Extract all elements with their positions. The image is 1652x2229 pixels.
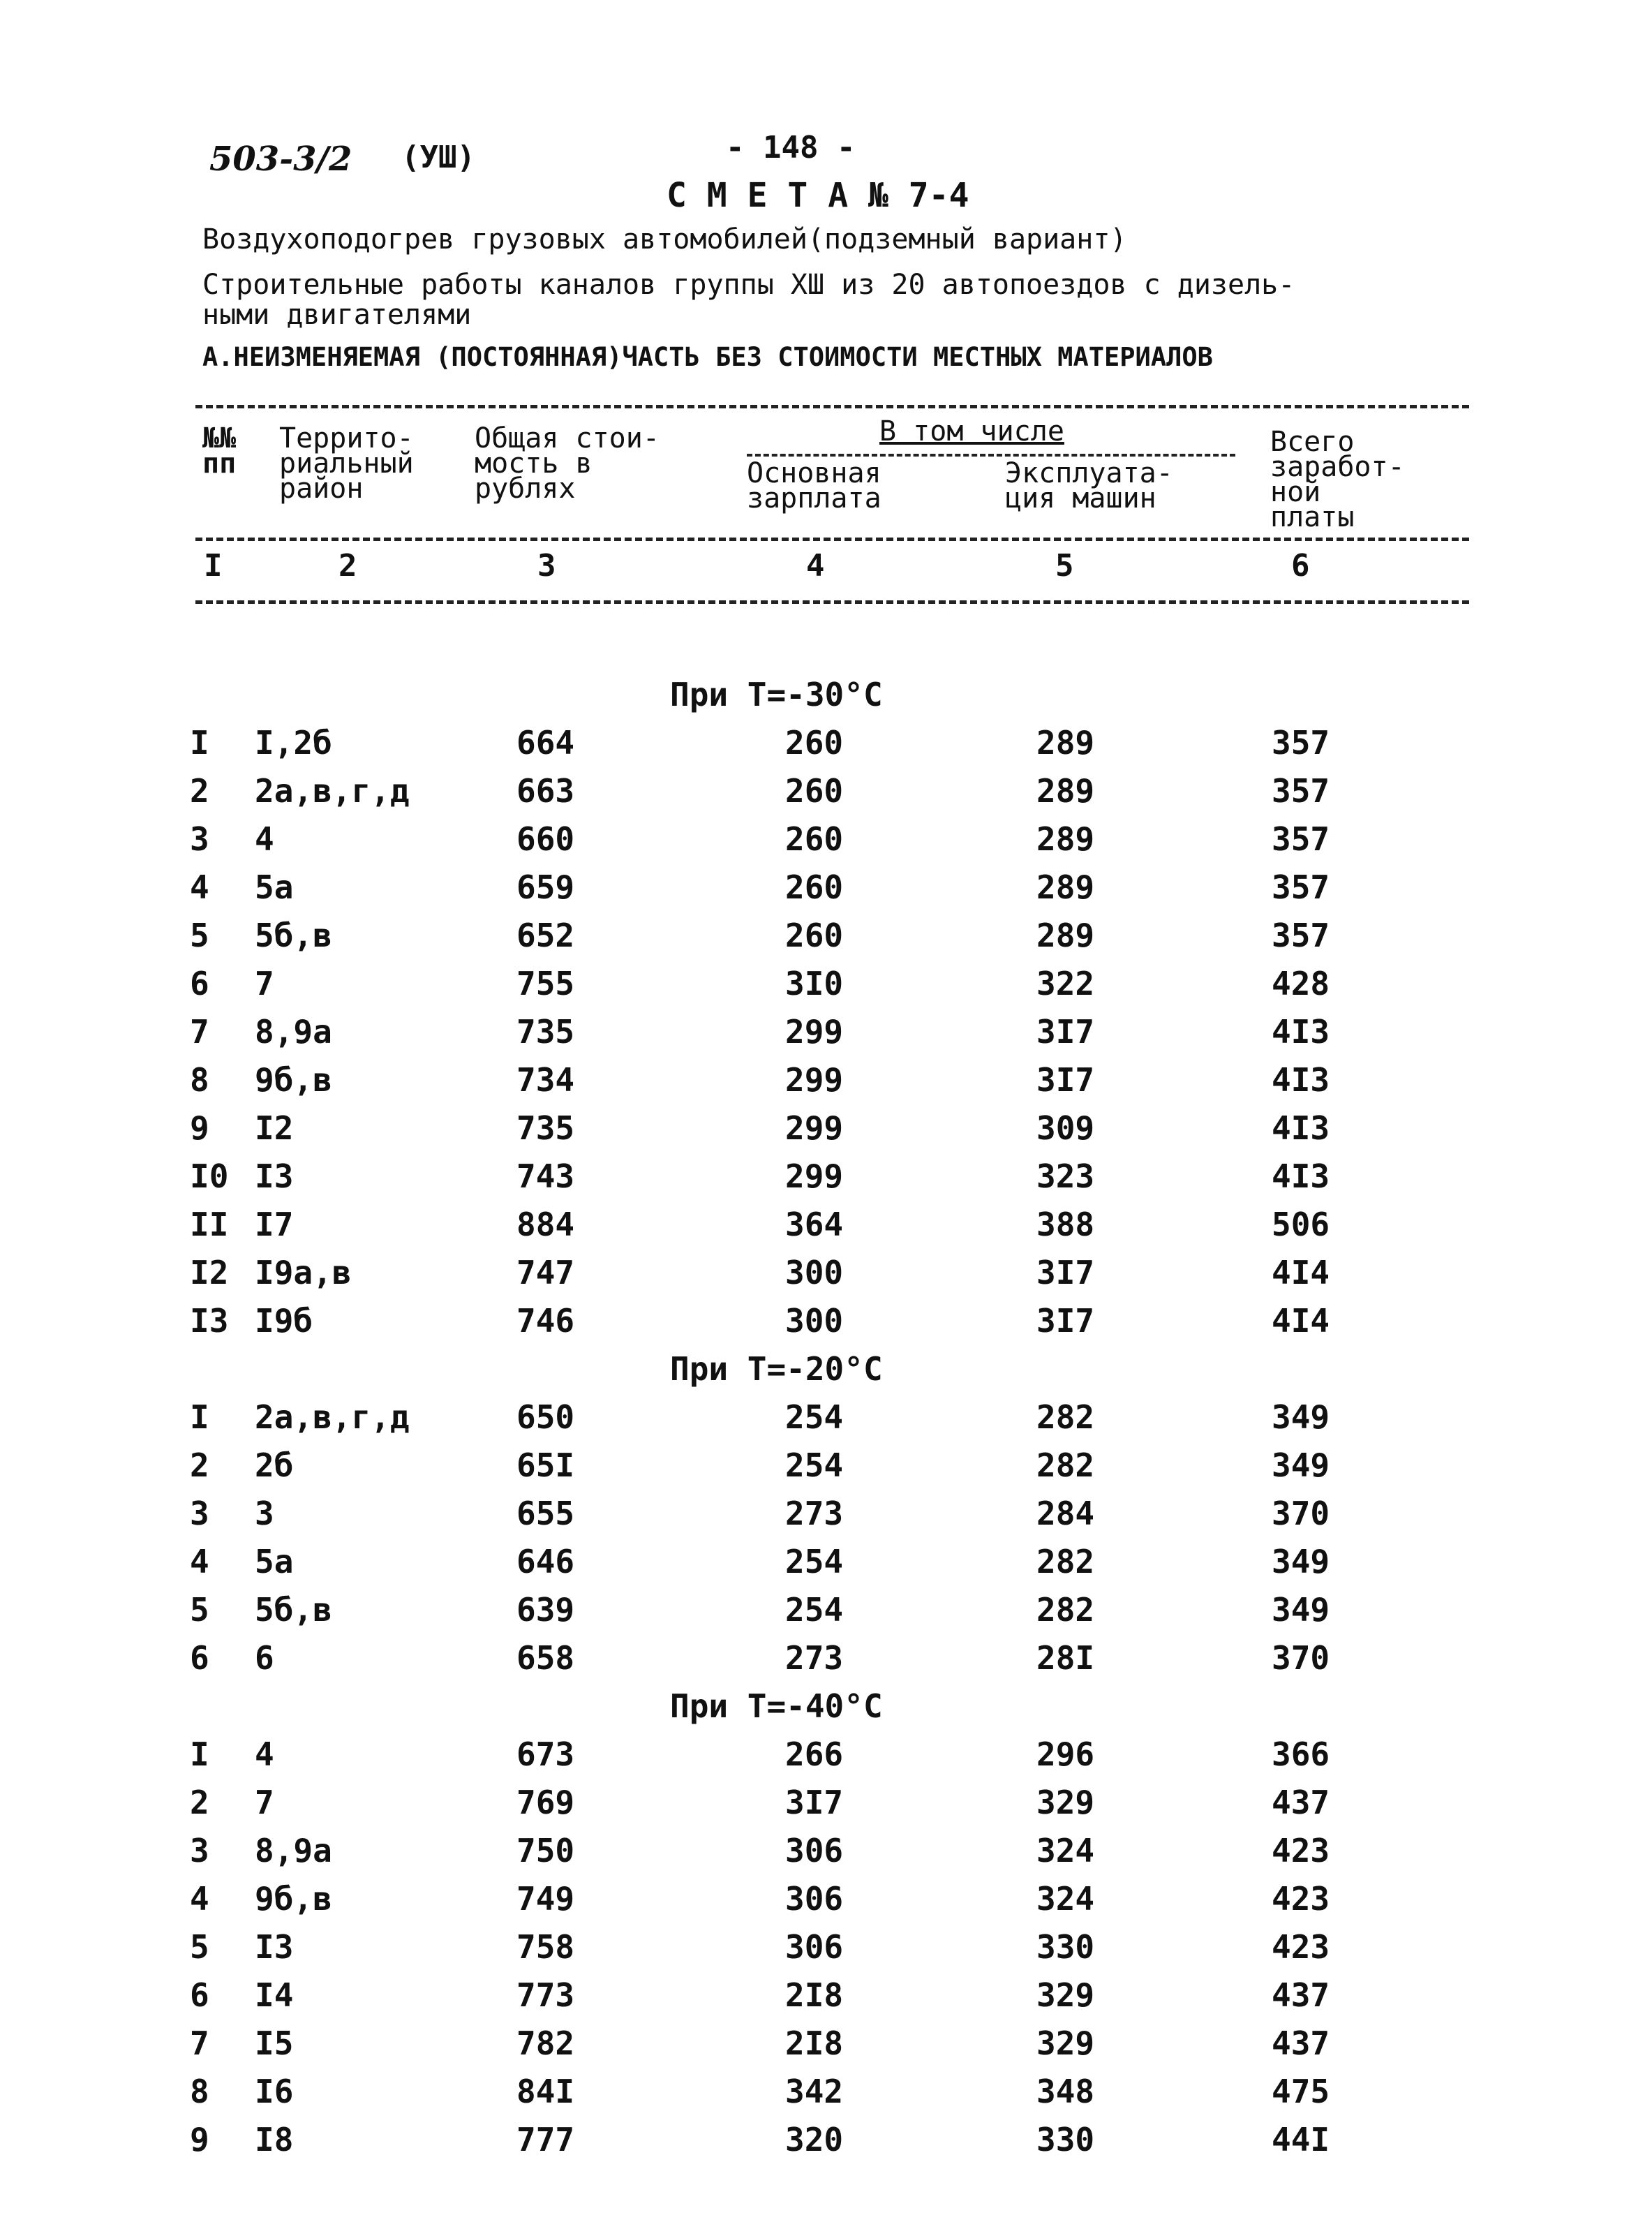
district-cell: 4 [255,820,274,858]
total-wage-cell: 423 [1272,1928,1330,1966]
machine-ops-cell: 289 [1036,772,1095,810]
row-number-cell: I3 [190,1302,229,1340]
doc-part: (УШ) [401,140,475,175]
table-row [174,2115,1473,2163]
col-base-wage-header: Основная зарплата [747,457,881,514]
base-wage-cell: 254 [785,1543,844,1580]
base-wage-cell: 306 [785,1832,844,1869]
total-cost-cell: 777 [516,2121,575,2158]
district-cell: 4 [255,1735,274,1773]
total-cost-cell: 750 [516,1832,575,1869]
table-row [174,1441,1473,1489]
machine-ops-cell: 324 [1036,1832,1095,1869]
col-total-wage-header: Всего заработ- ной платы [1270,426,1405,533]
table-row [174,911,1473,959]
row-number-cell: I [190,1735,209,1773]
row-number-cell: 4 [190,1543,209,1580]
row-number-cell: 4 [190,1880,209,1918]
machine-ops-cell: 28I [1036,1639,1095,1677]
table-row [174,1248,1473,1296]
total-wage-cell: 4I3 [1272,1013,1330,1051]
total-wage-cell: 357 [1272,820,1330,858]
total-cost-cell: 749 [516,1880,575,1918]
total-cost-cell: 758 [516,1928,575,1966]
machine-ops-cell: 282 [1036,1543,1095,1580]
base-wage-cell: 273 [785,1495,844,1532]
section-temperature: При Т=-30°С [670,676,883,713]
row-number-cell: I [190,724,209,762]
table-row [174,1778,1473,1826]
row-number-cell: 5 [190,1928,209,1966]
section-label [174,670,1473,718]
total-wage-cell: 4I3 [1272,1109,1330,1147]
col-num-5: 5 [1055,548,1074,584]
machine-ops-cell: 289 [1036,820,1095,858]
district-cell: I3 [255,1157,294,1195]
table-row [174,1489,1473,1537]
base-wage-cell: 2I8 [785,2024,844,2062]
base-wage-cell: 260 [785,917,844,954]
base-wage-cell: 260 [785,820,844,858]
machine-ops-cell: 289 [1036,868,1095,906]
machine-ops-cell: 282 [1036,1446,1095,1484]
machine-ops-cell: 330 [1036,2121,1095,2158]
district-cell: 8,9а [255,1832,332,1869]
district-cell: I7 [255,1206,294,1243]
machine-ops-cell: 323 [1036,1157,1095,1195]
row-number-cell: 3 [190,820,209,858]
total-cost-cell: 663 [516,772,575,810]
machine-ops-cell: 282 [1036,1398,1095,1436]
section-temperature: При Т=-20°С [670,1350,883,1388]
district-cell: 5а [255,868,294,906]
machine-ops-cell: 284 [1036,1495,1095,1532]
table-row [174,815,1473,863]
machine-ops-cell: 3I7 [1036,1013,1095,1051]
table-row [174,1634,1473,1682]
table-row [174,1007,1473,1056]
total-wage-cell: 357 [1272,772,1330,810]
district-cell: I9а,в [255,1254,352,1291]
table-row [174,1826,1473,1874]
total-wage-cell: 349 [1272,1398,1330,1436]
machine-ops-cell: 3I7 [1036,1254,1095,1291]
base-wage-cell: 2I8 [785,1976,844,2014]
base-wage-cell: 254 [785,1591,844,1629]
total-cost-cell: 735 [516,1013,575,1051]
base-wage-cell: 342 [785,2073,844,2110]
total-cost-cell: 639 [516,1591,575,1629]
district-cell: 9б,в [255,1880,332,1918]
total-wage-cell: 437 [1272,1784,1330,1821]
row-number-cell: 9 [190,2121,209,2158]
table-row [174,1730,1473,1778]
total-wage-cell: 4I4 [1272,1302,1330,1340]
machine-ops-cell: 322 [1036,965,1095,1002]
base-wage-cell: 260 [785,868,844,906]
base-wage-cell: 254 [785,1398,844,1436]
row-number-cell: 5 [190,917,209,954]
doc-code: 503-3/2 [209,140,352,179]
table-row [174,2067,1473,2115]
col-num-6: 6 [1291,548,1310,584]
subtitle-1: Воздухоподогрев грузовых автомобилей(подземный вариант) [202,223,1127,256]
col-total-cost-header: Общая стои- мость в рублях [475,422,660,505]
row-number-cell: 6 [190,1976,209,2014]
table-row [174,863,1473,911]
total-wage-cell: 44I [1272,2121,1330,2158]
table-row [174,1585,1473,1634]
col-num-4: 4 [806,548,825,584]
district-cell: I9б [255,1302,313,1340]
base-wage-cell: 300 [785,1254,844,1291]
machine-ops-cell: 388 [1036,1206,1095,1243]
total-wage-cell: 475 [1272,2073,1330,2110]
total-wage-cell: 423 [1272,1832,1330,1869]
total-wage-cell: 349 [1272,1446,1330,1484]
total-wage-cell: 366 [1272,1735,1330,1773]
total-cost-cell: 655 [516,1495,575,1532]
machine-ops-cell: 3I7 [1036,1302,1095,1340]
col-machine-ops-header: Эксплуата- ция машин [1005,457,1173,514]
base-wage-cell: 273 [785,1639,844,1677]
total-cost-cell: 755 [516,965,575,1002]
header-top-rule [195,405,1469,408]
section-temperature: При Т=-40°С [670,1687,883,1725]
row-number-cell: 6 [190,965,209,1002]
col-no-header: №№ пп [202,422,237,480]
machine-ops-cell: 289 [1036,917,1095,954]
table-row [174,1923,1473,1971]
total-wage-cell: 437 [1272,1976,1330,2014]
machine-ops-cell: 3I7 [1036,1061,1095,1099]
row-number-cell: II [190,1206,229,1243]
district-cell: I6 [255,2073,294,2110]
machine-ops-cell: 324 [1036,1880,1095,1918]
machine-ops-cell: 329 [1036,2024,1095,2062]
header-mid-rule [195,538,1469,541]
machine-ops-cell: 289 [1036,724,1095,762]
row-number-cell: 3 [190,1495,209,1532]
base-wage-cell: 3I7 [785,1784,844,1821]
col-num-1: I [204,548,223,584]
table-row [174,1874,1473,1923]
total-wage-cell: 423 [1272,1880,1330,1918]
row-number-cell: 4 [190,868,209,906]
row-number-cell: 9 [190,1109,209,1147]
table-row [174,959,1473,1007]
table-row [174,1296,1473,1345]
total-cost-cell: 660 [516,820,575,858]
total-cost-cell: 664 [516,724,575,762]
table-row [174,2019,1473,2067]
district-cell: 2б [255,1446,294,1484]
base-wage-cell: 299 [785,1061,844,1099]
total-wage-cell: 349 [1272,1591,1330,1629]
district-cell: I5 [255,2024,294,2062]
estimate-title: С М Е Т А № 7-4 [667,176,969,215]
district-cell: 6 [255,1639,274,1677]
subtitle-2-line1: Строительные работы каналов группы ХШ из 20 автопоездов с дизель- [202,269,1295,301]
including-rule [747,454,1235,457]
district-cell: I4 [255,1976,294,2014]
district-cell: 5б,в [255,1591,332,1629]
table-row [174,1200,1473,1248]
total-wage-cell: 349 [1272,1543,1330,1580]
total-wage-cell: 357 [1272,724,1330,762]
machine-ops-cell: 348 [1036,2073,1095,2110]
total-cost-cell: 743 [516,1157,575,1195]
district-cell: I3 [255,1928,294,1966]
district-cell: I8 [255,2121,294,2158]
district-cell: 3 [255,1495,274,1532]
header-bottom-rule [195,600,1469,604]
total-cost-cell: 65I [516,1446,575,1484]
machine-ops-cell: 329 [1036,1976,1095,2014]
total-wage-cell: 428 [1272,965,1330,1002]
district-cell: 5а [255,1543,294,1580]
base-wage-cell: 299 [785,1109,844,1147]
total-cost-cell: 659 [516,868,575,906]
row-number-cell: 6 [190,1639,209,1677]
col-district-header: Террито- риальный район [279,422,414,505]
table-row [174,1537,1473,1585]
row-number-cell: 2 [190,772,209,810]
total-cost-cell: 658 [516,1639,575,1677]
page-number: - 148 - [726,130,856,165]
section-title: А.НЕИЗМЕНЯЕМАЯ (ПОСТОЯННАЯ)ЧАСТЬ БЕЗ СТОИМОСТИ МЕСТНЫХ МАТЕРИАЛОВ [202,342,1213,372]
base-wage-cell: 320 [785,2121,844,2158]
total-wage-cell: 370 [1272,1639,1330,1677]
table-row [174,1056,1473,1104]
total-wage-cell: 4I4 [1272,1254,1330,1291]
total-cost-cell: 747 [516,1254,575,1291]
row-number-cell: I0 [190,1157,229,1195]
machine-ops-cell: 309 [1036,1109,1095,1147]
table-row [174,1104,1473,1152]
district-cell: 2а,в,г,д [255,1398,410,1436]
district-cell: 7 [255,1784,274,1821]
row-number-cell: 8 [190,1061,209,1099]
machine-ops-cell: 329 [1036,1784,1095,1821]
table-row [174,1393,1473,1441]
row-number-cell: 5 [190,1591,209,1629]
machine-ops-cell: 282 [1036,1591,1095,1629]
total-cost-cell: 769 [516,1784,575,1821]
row-number-cell: 7 [190,2024,209,2062]
total-cost-cell: 652 [516,917,575,954]
total-cost-cell: 734 [516,1061,575,1099]
machine-ops-cell: 330 [1036,1928,1095,1966]
total-wage-cell: 370 [1272,1495,1330,1532]
district-cell: 9б,в [255,1061,332,1099]
base-wage-cell: 266 [785,1735,844,1773]
district-cell: 8,9а [255,1013,332,1051]
base-wage-cell: 3I0 [785,965,844,1002]
row-number-cell: 7 [190,1013,209,1051]
total-cost-cell: 735 [516,1109,575,1147]
table-row [174,1971,1473,2019]
total-cost-cell: 782 [516,2024,575,2062]
total-cost-cell: 673 [516,1735,575,1773]
section-label [174,1345,1473,1393]
machine-ops-cell: 296 [1036,1735,1095,1773]
total-cost-cell: 646 [516,1543,575,1580]
subtitle-2-line2: ными двигателями [202,299,472,331]
total-cost-cell: 773 [516,1976,575,2014]
total-wage-cell: 4I3 [1272,1157,1330,1195]
base-wage-cell: 260 [785,772,844,810]
estimate-table [174,670,1473,2163]
total-cost-cell: 884 [516,1206,575,1243]
row-number-cell: 8 [190,2073,209,2110]
total-cost-cell: 746 [516,1302,575,1340]
base-wage-cell: 299 [785,1013,844,1051]
total-cost-cell: 650 [516,1398,575,1436]
base-wage-cell: 306 [785,1928,844,1966]
base-wage-cell: 299 [785,1157,844,1195]
total-wage-cell: 357 [1272,868,1330,906]
including-label: В том числе [879,415,1064,447]
table-row [174,767,1473,815]
col-num-3: 3 [537,548,556,584]
base-wage-cell: 254 [785,1446,844,1484]
table-row [174,718,1473,767]
district-cell: 7 [255,965,274,1002]
base-wage-cell: 300 [785,1302,844,1340]
total-wage-cell: 437 [1272,2024,1330,2062]
col-num-2: 2 [338,548,357,584]
district-cell: I,2б [255,724,332,762]
total-wage-cell: 4I3 [1272,1061,1330,1099]
base-wage-cell: 364 [785,1206,844,1243]
total-wage-cell: 506 [1272,1206,1330,1243]
row-number-cell: I2 [190,1254,229,1291]
district-cell: 5б,в [255,917,332,954]
row-number-cell: 2 [190,1784,209,1821]
row-number-cell: 3 [190,1832,209,1869]
section-label [174,1682,1473,1730]
base-wage-cell: 306 [785,1880,844,1918]
row-number-cell: I [190,1398,209,1436]
total-wage-cell: 357 [1272,917,1330,954]
row-number-cell: 2 [190,1446,209,1484]
total-cost-cell: 84I [516,2073,575,2110]
district-cell: I2 [255,1109,294,1147]
base-wage-cell: 260 [785,724,844,762]
table-row [174,1152,1473,1200]
district-cell: 2а,в,г,д [255,772,410,810]
